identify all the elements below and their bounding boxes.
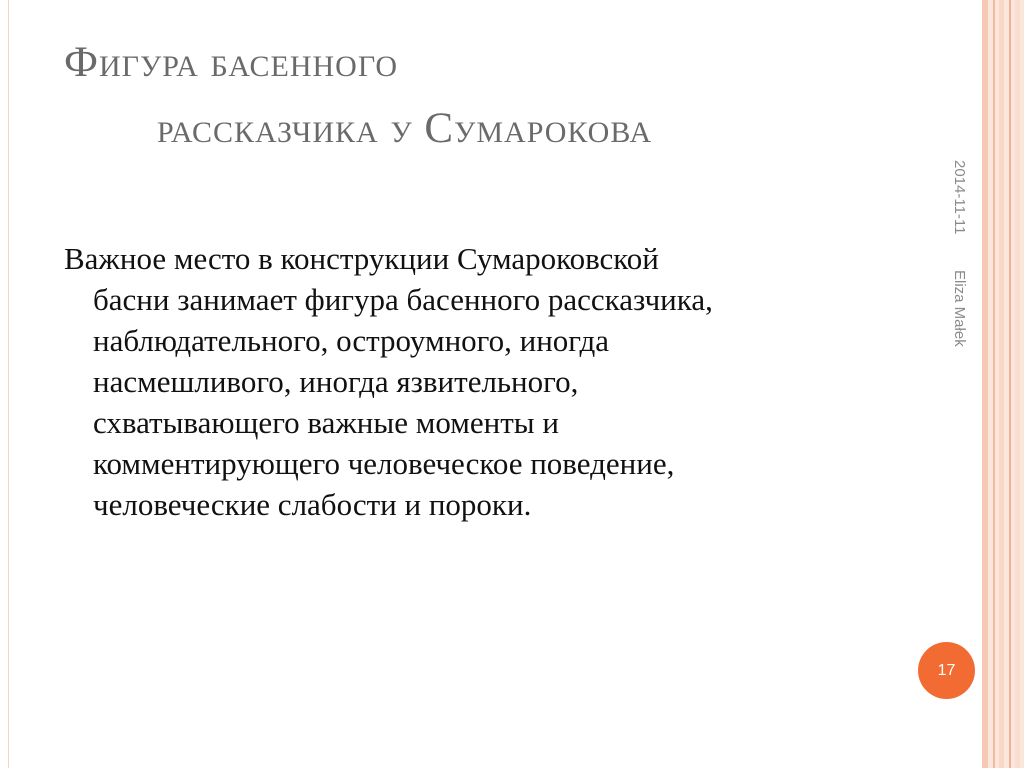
slide-date: 2014-11-11	[951, 160, 968, 235]
right-decorative-stripe	[982, 0, 988, 768]
left-rule	[8, 0, 9, 768]
slide-title-line-2: рассказчика у Сумарокова	[157, 105, 653, 152]
right-decorative-stripe	[999, 0, 1004, 768]
body-line-2: басни занимает фигура басенного рассказчика,	[93, 282, 713, 317]
body-line-4: насмешливого, иногда язвительного,	[93, 364, 579, 399]
slide-author: Eliza Małek	[951, 270, 968, 347]
body-line-5: схватывающего важные моменты и	[93, 405, 559, 440]
right-decorative-stripe	[1015, 0, 1020, 768]
body-line-6: комментирующего человеческое поведение,	[93, 446, 675, 481]
body-line-1: Важное место в конструкции Сумароковской	[64, 241, 659, 276]
body-line-7: человеческие слабости и пороки.	[93, 487, 532, 522]
page-number-badge	[918, 642, 975, 699]
right-decorative-stripe	[993, 0, 995, 768]
right-decorative-stripe	[1009, 0, 1011, 768]
slide-title-line-1: Фигура басенного	[64, 39, 399, 86]
body-line-3: наблюдательного, остроумного, иногда	[93, 323, 609, 358]
page-number: 17	[937, 661, 956, 679]
slide-body-text	[64, 238, 894, 525]
vertical-footer-meta	[952, 160, 970, 360]
